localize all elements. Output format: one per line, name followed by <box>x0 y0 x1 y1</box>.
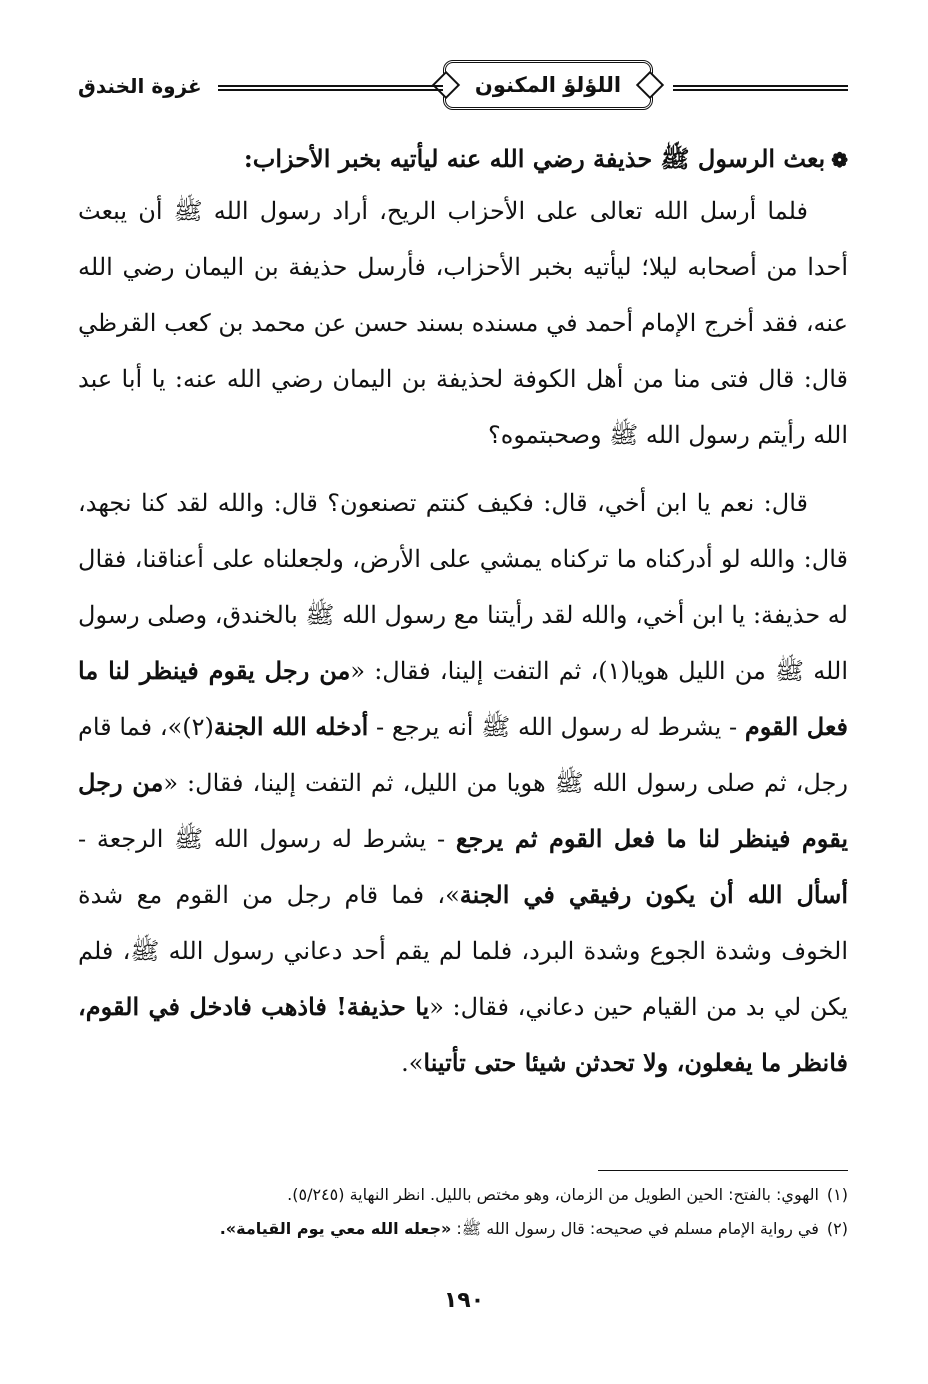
header-rule-right <box>673 85 848 91</box>
footnote-quote: «جعله الله معي يوم القيامة». <box>219 1219 452 1238</box>
main-text <box>78 136 848 1091</box>
section-heading <box>78 136 848 183</box>
book-title-ornament <box>443 60 653 110</box>
footnote-text: الهوي: بالفتح: الحين الطويل من الزمان، وهو مختص بالليل. انظر النهاية (٥/٢٤٥). <box>287 1185 819 1204</box>
p2-text-k: ». <box>401 1049 424 1077</box>
p2-text-a: قال: نعم يا ابن أخي، قال: فكيف كنتم تصنعون؟ قال: والله لقد كنا نجهد، قال: والله لو أدركناه ما تركناه يمشي على الأرض، ولجعلناه على أعناقنا، فقال له حذيفة: يا ابن أخي، والله لقد رأيتنا مع رسول الله ﷺ بالخندق، وصلى رسول الله ﷺ من الليل هويا(١)، ثم التفت إلينا، فقال: « <box>78 489 848 685</box>
footnotes <box>78 1178 848 1246</box>
flower-ornament-icon: ❁ <box>831 148 848 172</box>
page-number: ١٩٠ <box>443 1288 485 1313</box>
section-heading-text: بعث الرسول ﷺ حذيفة رضي الله عنه ليأتيه بخبر الأحزاب: <box>243 144 826 173</box>
footnote-text: في رواية الإمام مسلم في صحيحه: قال رسول الله ﷺ: <box>451 1219 819 1238</box>
hadith-quote-1: من رجل يقوم فينظر لنا ما فعل القوم <box>78 656 849 741</box>
p2-text-c: - يشرط له رسول الله ﷺ أنه يرجع - <box>368 713 745 741</box>
footnote-separator <box>598 1170 848 1171</box>
p2-text-g: - يشرط له رسول الله ﷺ الرجعة - <box>78 825 456 853</box>
footnote-number: (١) <box>826 1185 848 1204</box>
hadith-quote-4: أسأل الله أن يكون رفيقي في الجنة <box>459 880 848 909</box>
page-header <box>78 58 848 118</box>
p2-text-e: (٢)»، فما قام رجل، ثم صلى رسول الله ﷺ هويا من الليل، ثم التفت إلينا، فقال: « <box>78 713 848 797</box>
p2-text-i: »، فما قام رجل من القوم مع شدة الخوف وشدة الجوع وشدة البرد، فلما لم يقم أحد دعاني رسول الله ﷺ، فلم يكن لي بد من القيام حين دعاني، فقال: « <box>78 881 848 1021</box>
book-title: اللؤلؤ المكنون <box>474 73 622 97</box>
footnote-1 <box>78 1178 848 1212</box>
paragraph-1: فلما أرسل الله تعالى على الأحزاب الريح، أراد رسول الله ﷺ أن يبعث أحدا من أصحابه ليلا؛ ليأتيه بخبر الأحزاب، فأرسل حذيفة بن اليمان رضي الله عنه، فقد أخرج الإمام أحمد في مسنده بسند حسن عن محمد بن كعب القرظي قال: قال فتى منا من أهل الكوفة لحذيفة بن اليمان رضي الله عنه: يا أبا عبد الله رأيتم رسول الله ﷺ وصحبتموه؟ <box>78 197 848 449</box>
hadith-quote-2: أدخله الله الجنة <box>213 712 369 741</box>
header-rule-left <box>218 85 443 91</box>
paragraph-2 <box>78 475 848 1091</box>
chapter-title: غزوة الخندق <box>78 74 202 98</box>
hadith-quote-5: يا حذيفة! فاذهب فادخل في القوم، فانظر ما يفعلون، ولا تحدثن شيئا حتى تأتينا <box>78 992 848 1077</box>
hadith-quote-3: من رجل يقوم فينظر لنا ما فعل القوم ثم يرجع <box>78 768 849 853</box>
footnote-2 <box>78 1212 848 1246</box>
footnote-number: (٢) <box>826 1219 848 1238</box>
